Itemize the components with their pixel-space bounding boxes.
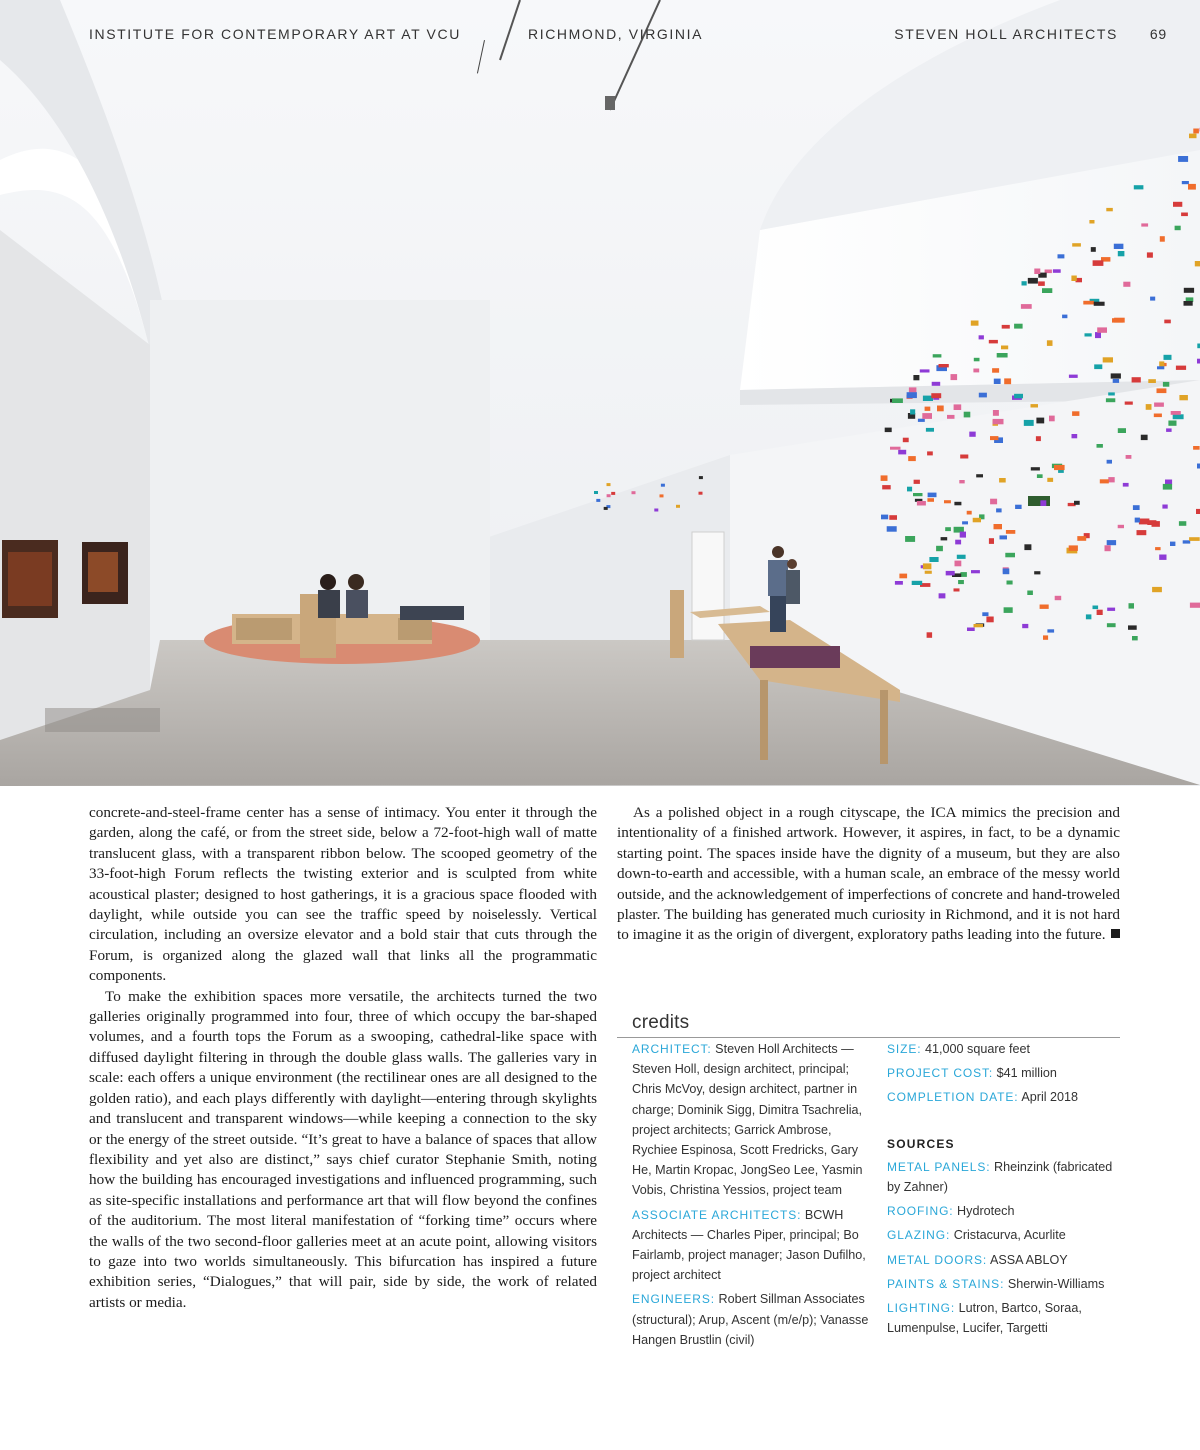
art-block (1193, 446, 1200, 450)
art-block (1111, 373, 1121, 378)
art-block (1097, 327, 1107, 332)
art-block (1002, 325, 1010, 329)
art-block (973, 518, 981, 523)
art-block (1105, 545, 1111, 551)
art-block (960, 572, 967, 577)
art-block (1049, 416, 1055, 422)
art-block (913, 375, 919, 380)
art-block (594, 491, 598, 494)
sources-heading: SOURCES (887, 1136, 955, 1151)
credit-label: ENGINEERS: (632, 1292, 716, 1307)
art-block (1128, 625, 1137, 629)
credit-label: PROJECT COST: (887, 1066, 994, 1081)
art-block (913, 493, 923, 496)
art-block (1106, 398, 1115, 402)
source-entry (887, 1201, 1127, 1221)
art-block (1004, 378, 1011, 384)
art-block (927, 451, 933, 455)
art-block (954, 404, 962, 410)
art-block (1086, 614, 1092, 619)
art-block (1133, 505, 1140, 510)
art-block (1022, 281, 1027, 285)
running-header (0, 26, 1200, 46)
art-block (1175, 226, 1181, 231)
art-block (989, 538, 994, 544)
credit-entry (887, 1063, 1127, 1083)
art-block (955, 540, 961, 545)
art-block (960, 455, 968, 459)
art-block (1014, 394, 1023, 399)
art-block (1189, 537, 1200, 541)
art-block (936, 546, 943, 551)
art-block (928, 493, 937, 498)
art-block (890, 447, 901, 450)
body-paragraph: To make the exhibition spaces more versatile, the architects turned the two galleries originally programmed into four, three of which occupy the bar-shaped volumes, and a fourth tops the Forum as a swooping, cathedral-like space with diffused daylight filtering in through the double glass walls. The galleries vary in scale: each offers a unique environment (the rectilinear ones are all designed to the golden ratio), and each plays differently with daylight—entering through skylights and translucent and transparent windows—while keeping a connection to the sky or the energy of the street outside. “It’s great to have a balance of spaces that allow flexibility and yet also are distinct,” says chief curator Stephanie Smith, noting how the building has encouraged investigations and influenced programming, such as site-specific installations and performance art that will flow beyond the confines of the auditorium. The most literal manifestation of “forking time” occurs where the walls of the two second-floor galleries meet at an acute point, allowing visitors to gaze into two worlds simultaneously. This bifurcation has inspired a future exhibition series, “Dialogues,” that will pair, side by side, the work of related artists or media. (89, 987, 597, 1311)
art-block (903, 438, 909, 443)
art-block (1072, 243, 1081, 246)
art-block (1118, 525, 1124, 528)
art-block (1108, 477, 1114, 482)
art-block (993, 410, 999, 416)
art-block (1159, 361, 1164, 367)
art-block (1091, 247, 1096, 252)
art-block (967, 628, 975, 632)
art-block (1024, 420, 1034, 426)
art-block (974, 624, 984, 627)
article-column-right (617, 803, 1120, 946)
art-block (1093, 260, 1104, 266)
art-block (1036, 418, 1044, 424)
source-entry (887, 1274, 1127, 1294)
art-block (954, 588, 960, 591)
art-block (1095, 332, 1101, 338)
art-block (1164, 320, 1171, 324)
art-block (951, 374, 958, 380)
art-block (969, 432, 975, 437)
art-block (1024, 544, 1031, 550)
source-text: ASSA ABLOY (989, 1252, 1068, 1267)
art-block (939, 593, 946, 598)
art-block (1112, 318, 1123, 322)
art-block (937, 406, 944, 412)
art-block (1171, 411, 1181, 415)
art-block (944, 500, 951, 503)
credit-entry (632, 1039, 876, 1201)
art-block (922, 413, 932, 419)
art-block (1069, 545, 1078, 551)
credit-label: ARCHITECT: (632, 1042, 712, 1056)
art-block (973, 369, 979, 373)
art-block (889, 515, 897, 520)
art-block (907, 487, 912, 492)
art-block (986, 617, 993, 623)
art-block (1125, 402, 1133, 405)
credit-text: $41 million (996, 1066, 1057, 1081)
art-block (1118, 428, 1126, 433)
art-block (1040, 605, 1049, 609)
source-entry (887, 1157, 1127, 1197)
art-block (1146, 404, 1152, 410)
art-block (604, 507, 608, 510)
source-label: METAL DOORS: (887, 1252, 988, 1267)
art-block (1160, 236, 1165, 242)
art-block (699, 492, 703, 495)
art-block (1148, 379, 1156, 383)
credits-left-column (632, 1039, 876, 1354)
art-block (1085, 333, 1092, 336)
art-block (1196, 509, 1200, 514)
art-block (974, 358, 980, 362)
art-block (1108, 392, 1115, 395)
art-block (925, 407, 931, 411)
art-block (926, 428, 934, 432)
art-block (997, 353, 1008, 358)
art-block (661, 484, 665, 487)
credit-entry (632, 1289, 876, 1350)
art-block (982, 612, 988, 616)
art-block (1006, 530, 1015, 534)
art-block (957, 555, 966, 559)
source-text: Hydrotech (957, 1204, 1015, 1219)
art-block (1113, 379, 1119, 383)
art-block (1123, 282, 1130, 287)
art-block (1166, 428, 1172, 432)
credit-text: April 2018 (1021, 1090, 1079, 1105)
source-label: GLAZING: (887, 1228, 951, 1243)
art-block (1150, 297, 1155, 301)
credit-label: COMPLETION DATE: (887, 1090, 1019, 1105)
art-block (914, 480, 920, 484)
art-block (1164, 355, 1172, 360)
art-block (1028, 278, 1038, 284)
art-block (992, 368, 999, 373)
art-block (1179, 521, 1186, 526)
source-label: LIGHTING: (887, 1301, 956, 1316)
art-block (881, 475, 888, 481)
art-block (1173, 414, 1184, 419)
header-architect: STEVEN HOLL ARCHITECTS (894, 26, 1118, 42)
art-block (1005, 553, 1015, 558)
credit-label: ASSOCIATE ARCHITECTS: (632, 1207, 802, 1222)
art-block (1152, 587, 1162, 592)
art-block (1040, 500, 1046, 506)
credit-text: 41,000 square feet (925, 1042, 1031, 1056)
art-block (1190, 603, 1200, 608)
credit-entry (632, 1205, 876, 1286)
art-block (1178, 156, 1188, 162)
art-block (905, 536, 915, 542)
art-block (1184, 301, 1193, 306)
source-label: METAL PANELS: (887, 1159, 991, 1174)
art-block (946, 571, 955, 576)
art-block (1154, 414, 1162, 418)
art-block (1003, 569, 1010, 575)
art-block (1107, 623, 1116, 627)
art-block (932, 382, 941, 386)
art-block (1072, 434, 1078, 438)
art-block (1132, 636, 1138, 640)
art-block (960, 532, 966, 538)
art-block (1126, 455, 1132, 459)
art-block (1154, 403, 1164, 407)
art-block (1173, 202, 1182, 207)
art-block (1183, 540, 1191, 543)
art-block (927, 498, 934, 502)
art-block (1045, 270, 1052, 274)
art-block (1163, 484, 1172, 490)
art-block (1042, 288, 1052, 293)
art-block (1189, 134, 1197, 139)
art-block (931, 393, 941, 398)
art-block (676, 505, 680, 508)
art-block (967, 511, 972, 515)
art-block (1094, 364, 1102, 369)
art-block (1182, 181, 1189, 184)
art-block (699, 476, 703, 479)
credit-entry (887, 1087, 1127, 1107)
art-block (994, 379, 1001, 384)
art-block (954, 502, 961, 506)
art-block (1001, 346, 1008, 350)
art-block (962, 521, 968, 524)
art-block (964, 412, 971, 418)
body-paragraph-final (617, 803, 1120, 946)
art-block (1132, 377, 1141, 382)
art-block (958, 580, 964, 584)
art-block (927, 632, 933, 638)
art-block (979, 335, 984, 339)
art-block (1107, 608, 1115, 611)
art-block (892, 398, 903, 403)
art-block (1195, 261, 1200, 266)
art-block (882, 485, 891, 489)
art-block (887, 526, 897, 532)
art-block (1036, 436, 1041, 441)
body-paragraph-text: As a polished object in a rough cityscape, the ICA mimics the precision and intentionality of a finished artwork. However, it aspires, in fact, to be a dynamic starting point. The spaces inside have the dignity of a museum, but they are also down-to-earth and accessible, with a human scale, an embrace of the messy world outside, and the acknowledgement of imperfections of concrete and hand-troweled plaster. The building has generated much curiosity in Richmond, and it is not hard to imagine it as the origin of divergent, exploratory paths leading into the future. (617, 804, 1120, 944)
art-block (1043, 635, 1048, 639)
art-block (941, 537, 948, 540)
end-mark-icon (1111, 929, 1120, 938)
art-block (999, 478, 1006, 483)
art-block (1097, 444, 1103, 448)
source-entry (887, 1250, 1127, 1270)
art-block (1000, 535, 1008, 539)
art-block (1027, 591, 1033, 596)
art-block (1155, 547, 1161, 550)
art-block (1137, 530, 1147, 535)
art-block (1123, 483, 1129, 487)
art-block (1157, 388, 1167, 393)
art-block (1100, 479, 1109, 483)
art-block (910, 409, 915, 414)
art-block (1162, 505, 1167, 509)
art-block (1129, 603, 1135, 608)
art-block (1014, 324, 1023, 329)
art-block (1170, 542, 1175, 546)
art-block (1037, 474, 1043, 478)
art-block (1022, 624, 1028, 628)
art-block (1062, 315, 1067, 319)
art-block (1184, 288, 1194, 293)
source-text: Cristacurva, Acurlite (953, 1228, 1066, 1243)
art-block (596, 499, 600, 502)
art-block (895, 581, 903, 585)
art-block (1118, 251, 1125, 256)
art-block (945, 527, 951, 531)
art-block (1103, 357, 1113, 362)
art-block (996, 508, 1002, 512)
art-block (990, 499, 997, 505)
credit-label: SIZE: (887, 1042, 922, 1056)
art-block (1188, 184, 1196, 190)
source-text: Sherwin-Williams (1007, 1276, 1105, 1291)
art-block (611, 492, 615, 495)
art-block (1031, 467, 1040, 470)
source-entry (887, 1225, 1127, 1245)
art-block (1054, 465, 1065, 470)
art-block (990, 436, 998, 440)
art-block (1139, 519, 1150, 525)
art-block (632, 491, 636, 494)
art-block (912, 581, 923, 585)
credits-rule (617, 1037, 1120, 1038)
art-block (1021, 304, 1032, 309)
art-block (909, 387, 917, 392)
art-block (947, 415, 955, 419)
art-block (1107, 460, 1112, 464)
art-block (660, 494, 664, 497)
art-block (1141, 223, 1148, 226)
art-block (1031, 404, 1039, 407)
art-block (1097, 610, 1103, 615)
art-block (1157, 366, 1164, 369)
art-block (1015, 505, 1022, 509)
art-block (1058, 254, 1065, 258)
art-block (918, 419, 925, 422)
art-block (959, 480, 964, 483)
art-block (1134, 185, 1144, 189)
art-block (993, 419, 1004, 424)
source-text: Rheinzink (fabricated by Zahner) (887, 1159, 1113, 1195)
art-block (989, 340, 998, 344)
art-block (1034, 269, 1040, 275)
source-entry (887, 1298, 1127, 1338)
art-block (994, 524, 1003, 529)
art-block (1047, 340, 1053, 346)
art-block (1089, 220, 1094, 224)
art-block (898, 450, 906, 455)
art-block (1176, 366, 1186, 370)
art-block (917, 501, 926, 506)
art-block (1047, 629, 1054, 632)
art-block (607, 483, 611, 486)
art-block (908, 456, 916, 461)
art-block (1053, 269, 1061, 273)
art-block (1074, 501, 1080, 505)
art-block (1147, 252, 1153, 257)
art-block (1083, 301, 1094, 305)
header-publication: INSTITUTE FOR CONTEMPORARY ART AT VCU (89, 26, 461, 42)
art-block (1135, 518, 1140, 523)
art-block (1114, 244, 1124, 249)
art-block (971, 321, 979, 326)
art-block (933, 354, 942, 357)
art-block (1004, 607, 1013, 613)
page-number: 69 (1149, 26, 1167, 42)
art-block (923, 563, 932, 569)
art-block (976, 474, 983, 477)
art-block (1069, 375, 1078, 378)
art-block (1093, 606, 1099, 610)
credits-right-column (887, 1039, 1127, 1342)
art-block (1179, 395, 1188, 400)
art-block (1038, 281, 1045, 286)
art-block (1106, 208, 1113, 211)
art-block (1094, 302, 1105, 306)
source-text: Lutron, Bartco, Soraa, Lumenpulse, Lucifer, Targetti (887, 1301, 1082, 1336)
art-block (1168, 421, 1176, 426)
art-block (979, 393, 987, 398)
art-block (1141, 435, 1148, 440)
source-label: ROOFING: (887, 1204, 954, 1219)
source-label: PAINTS & STAINS: (887, 1276, 1005, 1291)
art-block (1181, 213, 1188, 217)
art-block (1007, 581, 1013, 585)
credit-text: Robert Sillman Associates (structural); Arup, Ascent (m/e/p); Vanasse Hangen Brustlin (civil) (632, 1292, 869, 1347)
art-block (929, 557, 938, 562)
article-column-left (89, 803, 597, 1313)
credit-entry (887, 1039, 1127, 1059)
art-block (907, 392, 917, 398)
art-block (1107, 540, 1116, 545)
header-location: RICHMOND, VIRGINIA (528, 26, 704, 42)
credits-title: credits (632, 1012, 690, 1033)
art-block (607, 494, 611, 497)
art-block (1072, 411, 1079, 416)
body-paragraph: concrete-and-steel-frame center has a sense of intimacy. You enter it through the garden, along the café, or from the street side, below a 72-foot-high wall of matte translucent glass, with a transparent ribbon below. The scooped geometry of the 33-foot-high Forum reflects the twisting exterior and is sculpted from white acoustical plaster; designed to host gatherings, it is a gracious space flooded with daylight, while outside you can see the traffic speed by noiselessly. Vertical circulation, including an oversize elevator and a bold stair that cuts through the Forum, is organized along the glazed wall that links all the programmatic components. (89, 804, 597, 985)
art-block (955, 561, 962, 567)
art-block (939, 364, 949, 367)
art-block (1034, 571, 1040, 574)
art-block (925, 571, 932, 574)
art-block (920, 369, 930, 372)
art-block (881, 515, 888, 520)
art-block (1055, 596, 1062, 600)
art-block (885, 428, 892, 433)
art-block (654, 509, 658, 512)
art-block (1047, 478, 1053, 482)
art-block (1163, 382, 1169, 387)
credit-text: Steven Holl Architects — Steven Holl, design architect, principal; Chris McVoy, design architect, partner in charge; Dominik Sigg, Dimitra Tsachrelia, project architects; Garrick Ambrose, Rychiee Espinosa, Scott Fredricks, Gary He, Martin Kropac, JongSeo Lee, Yasmin Vobis, Christina Yessios, project team (632, 1042, 863, 1198)
art-block (971, 570, 980, 573)
art-block (1159, 555, 1166, 560)
art-block (1077, 536, 1086, 541)
credit-text: BCWH Architects — Charles Piper, principal; Bo Fairlamb, project manager; Jason Dufilho, project architect (632, 1207, 866, 1283)
art-block (1071, 276, 1076, 282)
art-block (1193, 129, 1199, 134)
art-block (899, 574, 907, 579)
